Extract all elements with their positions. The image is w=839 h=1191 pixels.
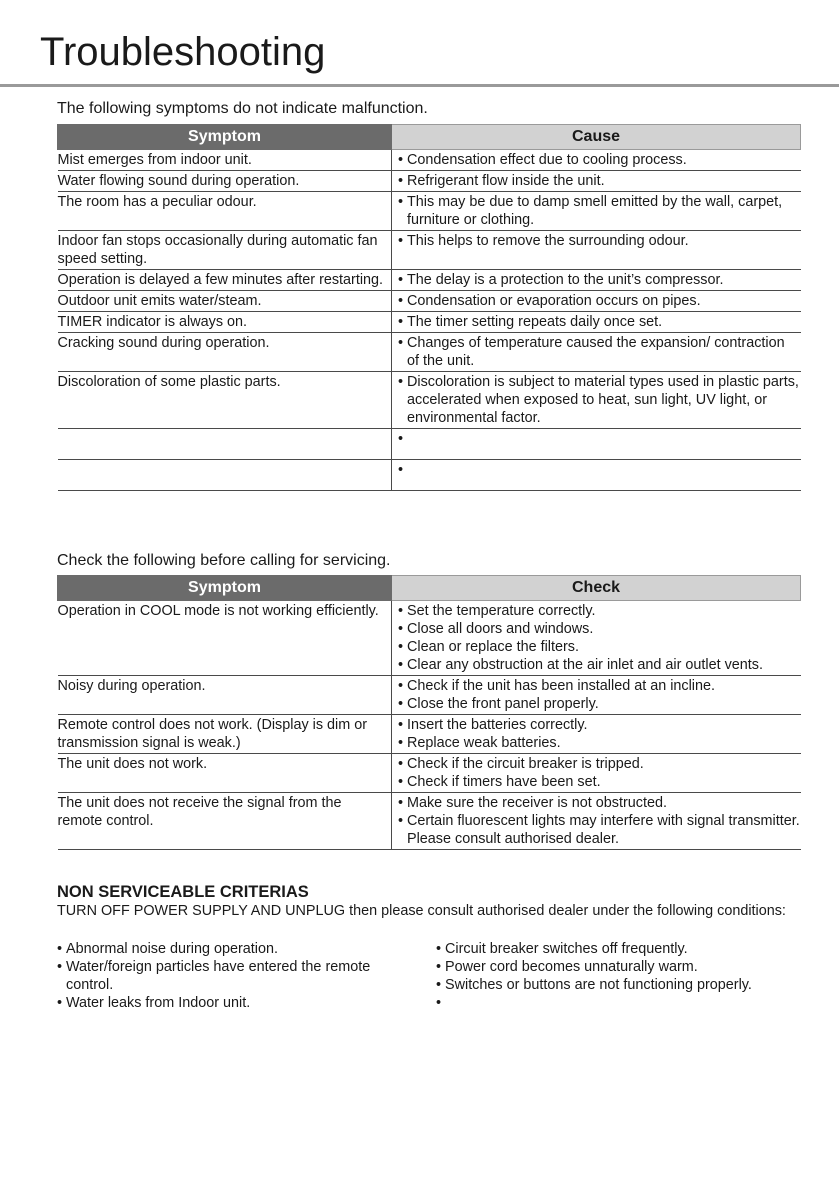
section2-intro: Check the following before calling for servicing. bbox=[57, 552, 391, 569]
cause-cell bbox=[392, 291, 801, 312]
symptom-cell: Indoor fan stops occasionally during automatic fan speed setting. bbox=[58, 231, 392, 270]
bullet-item: • Condensation effect due to cooling process. bbox=[398, 151, 801, 169]
bullet-item: • Water leaks from Indoor unit. bbox=[57, 994, 409, 1012]
cause-header: Cause bbox=[392, 125, 801, 150]
cause-cell bbox=[392, 231, 801, 270]
bullet-item: • Water/foreign particles have entered the remote control. bbox=[57, 958, 409, 994]
symptom-cell: Remote control does not work. (Display is dim or transmission signal is weak.) bbox=[58, 715, 392, 754]
symptom-cell: The unit does not work. bbox=[58, 754, 392, 793]
table-row bbox=[58, 171, 801, 192]
bullet-item: • This helps to remove the surrounding odour. bbox=[398, 232, 801, 250]
cause-cell bbox=[392, 312, 801, 333]
check-cell bbox=[392, 601, 801, 676]
bullet-item: • Check if the unit has been installed at an incline. bbox=[398, 677, 801, 695]
symptom-cell: Noisy during operation. bbox=[58, 676, 392, 715]
symptom-header: Symptom bbox=[58, 576, 392, 601]
criteria-list-left bbox=[57, 940, 409, 1012]
bullet-item: • Circuit breaker switches off frequently. bbox=[436, 940, 796, 958]
check-cell bbox=[392, 715, 801, 754]
symptom-cell: Mist emerges from indoor unit. bbox=[58, 150, 392, 171]
cause-cell bbox=[392, 333, 801, 372]
bullet-item: • Make sure the receiver is not obstructed. bbox=[398, 794, 801, 812]
bullet-item: • Abnormal noise during operation. bbox=[57, 940, 409, 958]
bullet-item: • Close all doors and windows. bbox=[398, 620, 801, 638]
table-header-row bbox=[58, 125, 801, 150]
cause-cell bbox=[392, 460, 801, 491]
bullet-item bbox=[436, 994, 796, 1012]
criteria-list-right bbox=[436, 940, 796, 1012]
table-row bbox=[58, 270, 801, 291]
table-row bbox=[58, 754, 801, 793]
table-row bbox=[58, 429, 801, 460]
bullet-item: • Power cord becomes unnaturally warm. bbox=[436, 958, 796, 976]
table-row bbox=[58, 601, 801, 676]
bullet-item: • Clear any obstruction at the air inlet and air outlet vents. bbox=[398, 656, 801, 674]
symptom-cell: Outdoor unit emits water/steam. bbox=[58, 291, 392, 312]
symptom-cell bbox=[58, 429, 392, 460]
table-row bbox=[58, 460, 801, 491]
table-row bbox=[58, 231, 801, 270]
bullet-item bbox=[398, 461, 801, 479]
symptom-cell bbox=[58, 460, 392, 491]
symptom-cell: Water flowing sound during operation. bbox=[58, 171, 392, 192]
symptom-cell: Cracking sound during operation. bbox=[58, 333, 392, 372]
symptom-cell: Discoloration of some plastic parts. bbox=[58, 372, 392, 429]
check-cell bbox=[392, 754, 801, 793]
symptom-cell: Operation in COOL mode is not working efficiently. bbox=[58, 601, 392, 676]
bullet-item: • Condensation or evaporation occurs on pipes. bbox=[398, 292, 801, 310]
table-row bbox=[58, 676, 801, 715]
symptom-header: Symptom bbox=[58, 125, 392, 150]
cause-cell bbox=[392, 372, 801, 429]
check-table bbox=[57, 575, 801, 850]
bullet-item: • Switches or buttons are not functioning properly. bbox=[436, 976, 796, 994]
table-row bbox=[58, 312, 801, 333]
cause-cell bbox=[392, 429, 801, 460]
check-cell bbox=[392, 676, 801, 715]
cause-cell bbox=[392, 150, 801, 171]
title-divider bbox=[0, 84, 839, 87]
bullet-item: • Set the temperature correctly. bbox=[398, 602, 801, 620]
table-row bbox=[58, 192, 801, 231]
table-row bbox=[58, 372, 801, 429]
section1-intro: The following symptoms do not indicate malfunction. bbox=[57, 100, 428, 117]
table-header-row bbox=[58, 576, 801, 601]
non-serviceable-intro: TURN OFF POWER SUPPLY AND UNPLUG then please consult authorised dealer under the following conditions: bbox=[57, 903, 786, 919]
page-title: Troubleshooting bbox=[40, 30, 326, 74]
check-cell bbox=[392, 793, 801, 850]
bullet-item: • This may be due to damp smell emitted by the wall, carpet, furniture or clothing. bbox=[398, 193, 801, 229]
table-row bbox=[58, 793, 801, 850]
bullet-item: • The timer setting repeats daily once set. bbox=[398, 313, 801, 331]
symptom-cell: The room has a peculiar odour. bbox=[58, 192, 392, 231]
bullet-item: • Insert the batteries correctly. bbox=[398, 716, 801, 734]
cause-cell bbox=[392, 192, 801, 231]
bullet-item: • Check if timers have been set. bbox=[398, 773, 801, 791]
no-malfunction-table bbox=[57, 124, 801, 491]
bullet-item: • Changes of temperature caused the expansion/ contraction of the unit. bbox=[398, 334, 801, 370]
bullet-item: • Close the front panel properly. bbox=[398, 695, 801, 713]
check-header: Check bbox=[392, 576, 801, 601]
table-row bbox=[58, 150, 801, 171]
bullet-item: • Check if the circuit breaker is tripped. bbox=[398, 755, 801, 773]
bullet-item: • Clean or replace the filters. bbox=[398, 638, 801, 656]
bullet-item: • Refrigerant flow inside the unit. bbox=[398, 172, 801, 190]
table-row bbox=[58, 715, 801, 754]
symptom-cell: Operation is delayed a few minutes after restarting. bbox=[58, 270, 392, 291]
table-row bbox=[58, 291, 801, 312]
symptom-cell: TIMER indicator is always on. bbox=[58, 312, 392, 333]
bullet-item: • Replace weak batteries. bbox=[398, 734, 801, 752]
table-row bbox=[58, 333, 801, 372]
bullet-item: • Certain fluorescent lights may interfere with signal transmitter. Please consult authorised dealer. bbox=[398, 812, 801, 848]
bullet-item bbox=[398, 430, 801, 448]
symptom-cell: The unit does not receive the signal from the remote control. bbox=[58, 793, 392, 850]
bullet-item: • Discoloration is subject to material types used in plastic parts, accelerated when exposed to heat, sun light, UV light, or environmental factor. bbox=[398, 373, 801, 427]
bullet-item: • The delay is a protection to the unit’s compressor. bbox=[398, 271, 801, 289]
cause-cell bbox=[392, 171, 801, 192]
non-serviceable-title: NON SERVICEABLE CRITERIAS bbox=[57, 883, 309, 901]
cause-cell bbox=[392, 270, 801, 291]
